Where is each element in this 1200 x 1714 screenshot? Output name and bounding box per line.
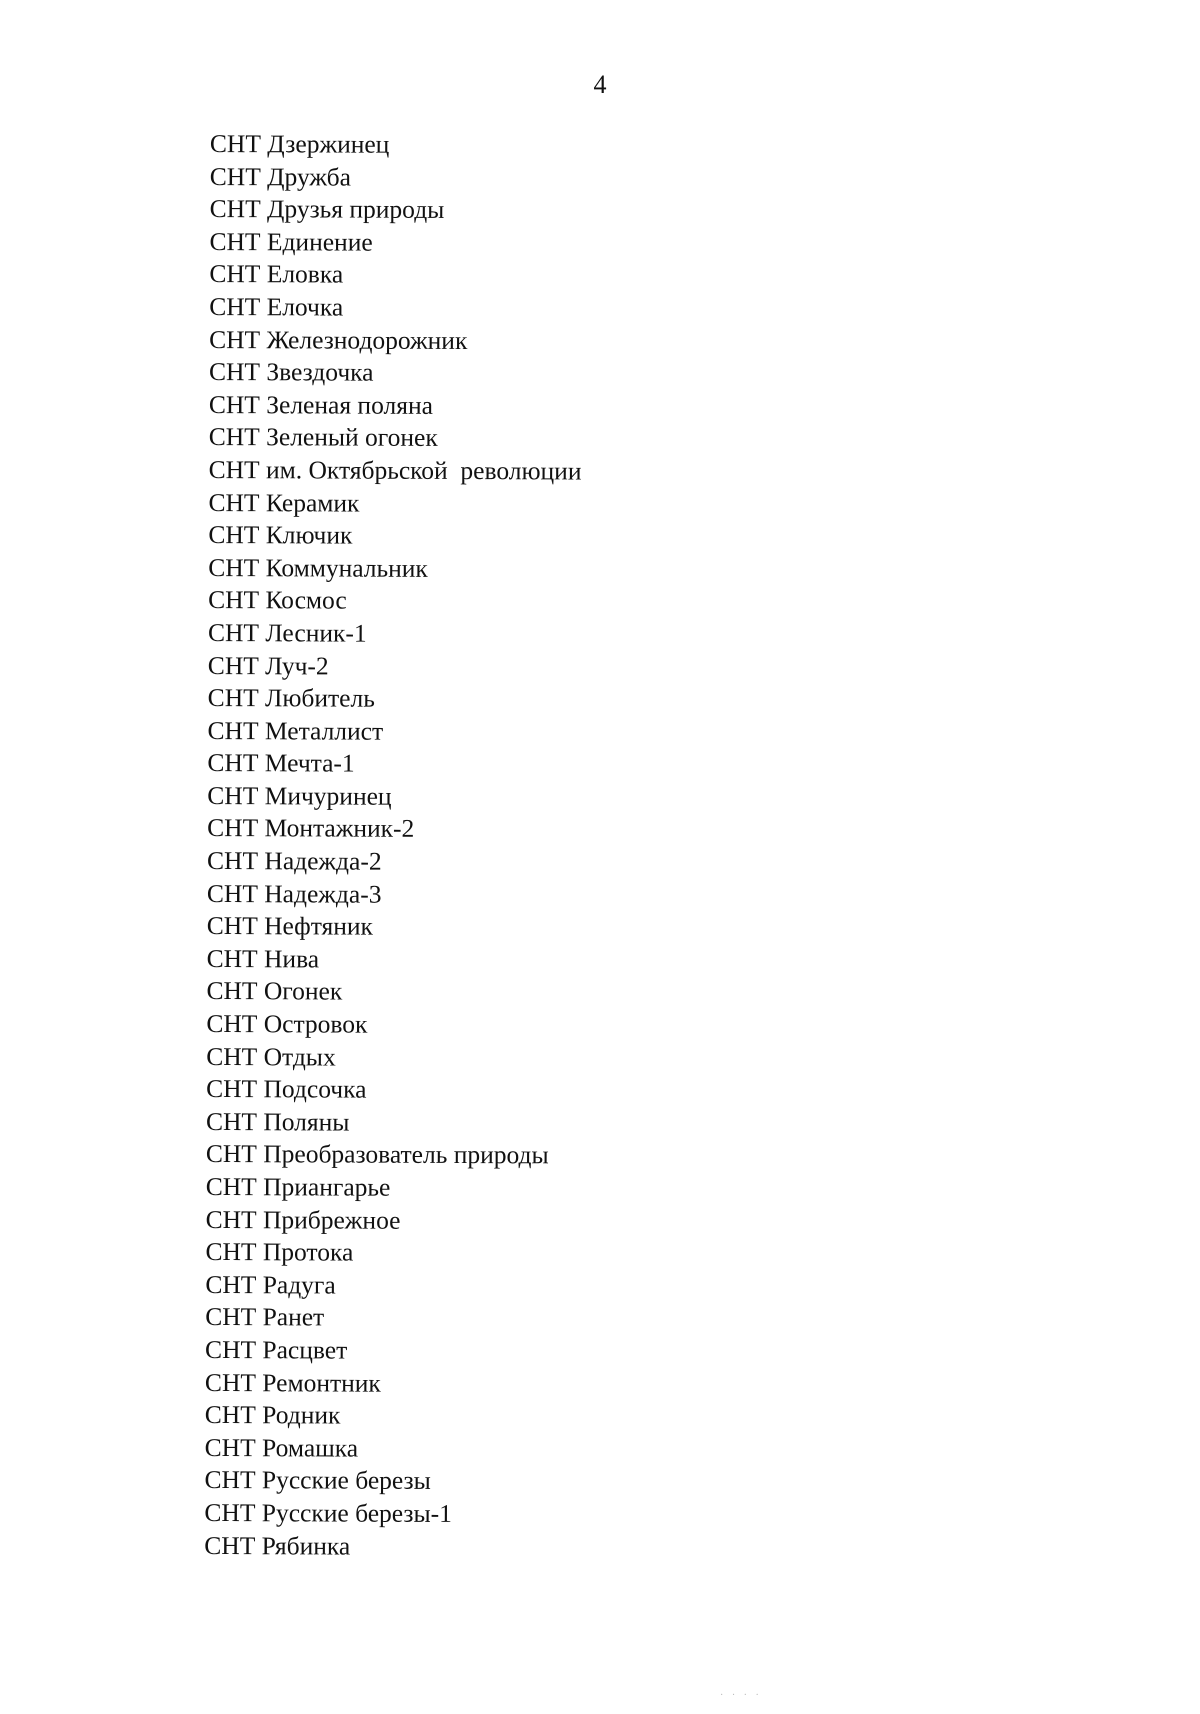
list-item: СНТ Надежда-3 [206, 878, 382, 909]
list-item: СНТ Прибрежное [205, 1204, 401, 1235]
list-item: СНТ Зеленая поляна [208, 389, 434, 420]
list-item: СНТ Поляны [205, 1106, 350, 1137]
list-item: СНТ Протока [205, 1237, 354, 1267]
list-item: СНТ Расцвет [205, 1334, 348, 1365]
list-item: СНТ Надежда-2 [207, 846, 382, 876]
list-item: СНТ Островок [206, 1009, 368, 1039]
list-item: СНТ Дзержинец [209, 128, 390, 159]
list-item: СНТ Еловка [209, 259, 344, 289]
list-item: СНТ Ключик [208, 520, 353, 550]
list-item: СНТ Лесник-1 [207, 617, 367, 648]
list-item: СНТ Рябинка [204, 1530, 351, 1561]
list-item: СНТ Космос [208, 585, 347, 615]
list-item: СНТ Ранет [205, 1302, 325, 1332]
list-item: СНТ Звездочка [208, 357, 374, 387]
list-item: СНТ Монтажник-2 [207, 813, 415, 844]
scan-artifact: · · · · [720, 1690, 762, 1701]
list-item: СНТ Нива [206, 943, 320, 974]
list-item: СНТ Приангарье [205, 1171, 391, 1202]
list-item: СНТ Друзья природы [209, 194, 445, 225]
page-number: 4 [593, 70, 607, 99]
list-item: СНТ Ремонтник [204, 1367, 381, 1398]
list-item: СНТ Радуга [205, 1269, 336, 1300]
list-item: СНТ Мичуринец [207, 780, 392, 811]
snt-list [204, 128, 583, 1564]
list-item: СНТ им. Октябрьской революции [208, 454, 582, 486]
list-item: СНТ Любитель [207, 683, 375, 713]
list-item: СНТ Керамик [208, 487, 360, 518]
list-item: СНТ Коммунальник [208, 552, 428, 583]
list-item: СНТ Ромашка [204, 1432, 359, 1463]
list-item: СНТ Единение [209, 226, 373, 257]
list-item: СНТ Дружба [209, 161, 352, 192]
list-item: СНТ Луч-2 [207, 650, 329, 680]
list-item: СНТ Нефтяник [206, 911, 374, 941]
list-item: СНТ Зеленый огонек [208, 422, 438, 453]
list-item: СНТ Елочка [209, 291, 344, 322]
list-item: СНТ Преобразователь природы [205, 1139, 549, 1170]
list-item: СНТ Подсочка [206, 1074, 367, 1104]
list-item: СНТ Отдых [206, 1041, 336, 1072]
list-item: СНТ Огонек [206, 976, 343, 1006]
list-item: СНТ Железнодорожник [209, 324, 468, 355]
list-item: СНТ Русские березы [204, 1465, 431, 1496]
list-item: СНТ Русские березы-1 [204, 1497, 452, 1528]
list-item: СНТ Металлист [207, 715, 384, 746]
list-item: СНТ Мечта-1 [207, 748, 355, 778]
list-item: СНТ Родник [204, 1400, 341, 1430]
